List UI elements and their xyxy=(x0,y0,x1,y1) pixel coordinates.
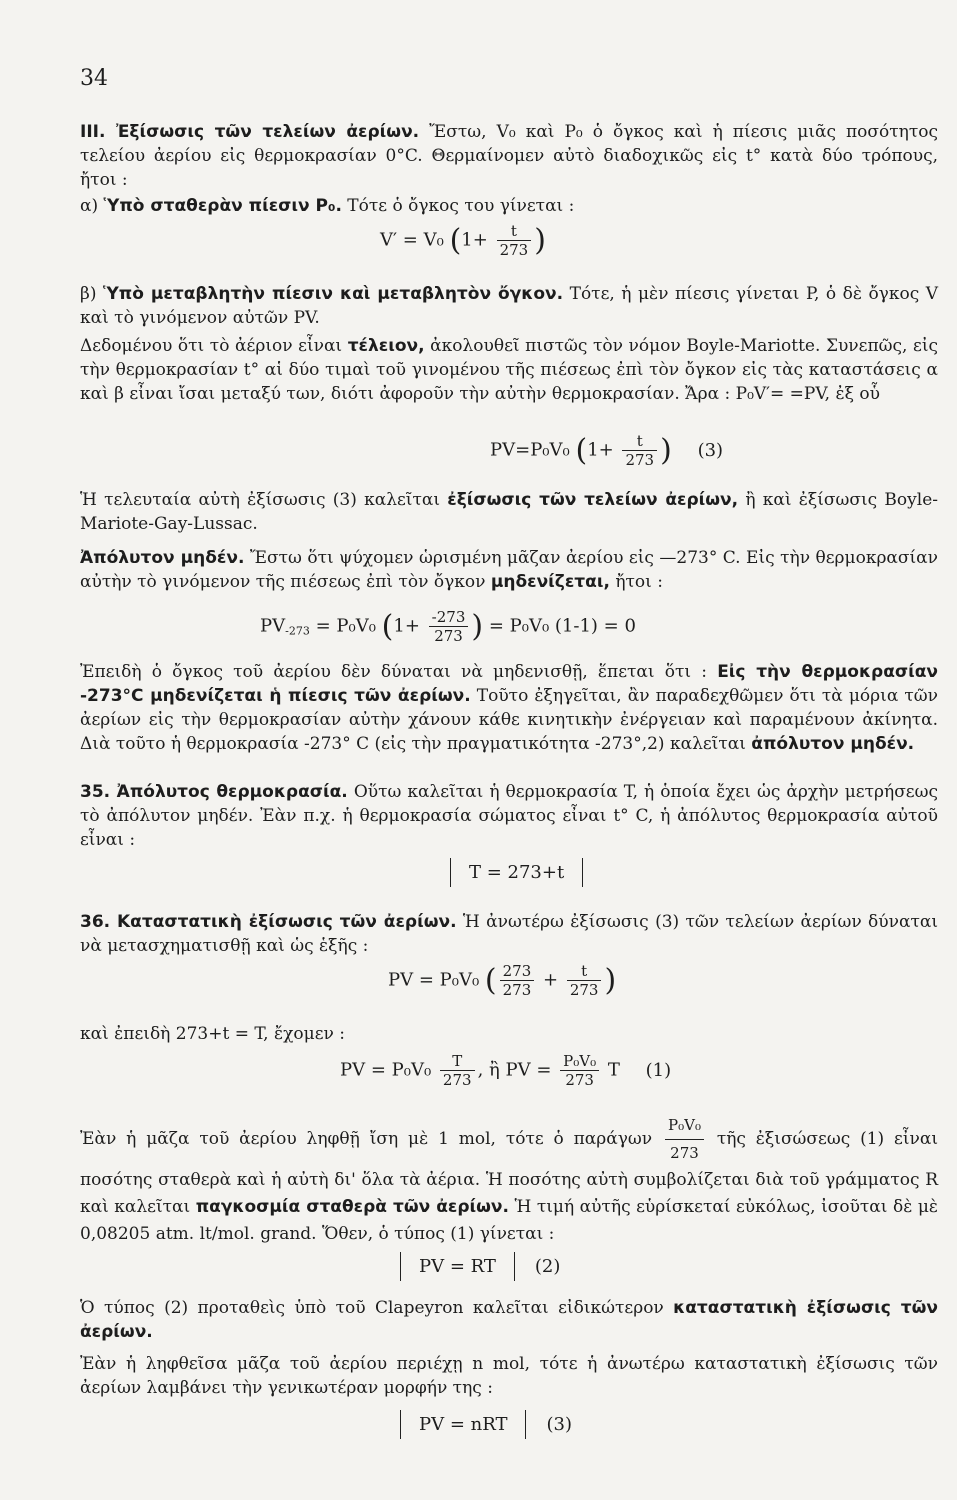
para-given: Δεδομένου ὅτι τὸ ἀέριον εἶναι τέλειον, ἀκολουθεῖ πιστῶς τὸν νόμον Boyle-Mariotte. Συνεπῶς, εἰς τὴν θερμοκρασίαν t° αἱ δύο τιμαὶ τοῦ γινομένου τῆς πιέσεως ἐπὶ τὸν ὄγκον εἰς τὰς καταστάσεις α καὶ β εἶναι ἴσαι μεταξύ των, διότι ἀφοροῦν τὴν αὐτὴν θερμοκρασίαν. Ἄρα : P₀V′= =PV, ἐξ οὗ xyxy=(80,336,938,404)
section-36-heading: 36. Καταστατικὴ ἐξίσωσις τῶν ἀερίων. xyxy=(80,912,457,932)
para-nmol: Ἐὰν ἡ ληφθεῖσα μᾶζα τοῦ ἀερίου περιέχῃ n mol, τότε ἡ ἀνωτέρω καταστατικὴ ἐξίσωσις τῶν ἀερίων λαμβάνει τὴν γενικωτέραν μορφήν της : xyxy=(80,1354,938,1398)
case-b-text: Τότε, ἡ μὲν πίεσις γίνεται P, ὁ δὲ ὄγκος V καὶ τὸ γινόμενον αὐτῶν PV. xyxy=(80,284,938,328)
page-number: 34 xyxy=(80,66,108,91)
para-clapeyron: Ὁ τύπος (2) προταθεὶς ὑπὸ τοῦ Clapeyron καλεῖται εἰδικώτερον καταστατικὴ ἐξίσωσις τῶν ἀερίων. xyxy=(80,1298,938,1342)
equation-number: (3) xyxy=(697,439,724,461)
section-36-paragraph: 36. Καταστατικὴ ἐξίσωσις τῶν ἀερίων. Ἡ ἀνωτέρω ἐξίσωσις (3) τῶν τελείων ἀερίων δύναται νὰ μετασχηματισθῇ καὶ ὡς ἑξῆς : xyxy=(80,912,938,956)
para-since: Ἐπειδὴ ὁ ὄγκος τοῦ ἀερίου δὲν δύναται νὰ μηδενισθῇ, ἕπεται ὅτι : Εἰς τὴν θερμοκρασίαν -273°C μηδενίζεται ἡ πίεσις τῶν ἀερίων. Τοῦτο ἐξηγεῖται, ἂν παραδεχθῶμεν ὅτι τὰ μόρια τῶν ἀερίων εἰς τὴν θερμοκρασίαν αὐτὴν χάνουν κάθε κινητικὴν ἐνέργειαν καὶ παραμένουν ἀκίνητα. Διὰ τοῦτο ἡ θερμοκρασία -273° C (εἰς τὴν πραγματικότητα -273°,2) καλεῖται ἀπόλυτον μηδέν. xyxy=(80,662,938,754)
case-b-title: Ὑπὸ μεταβλητὴν πίεσιν καὶ μεταβλητὸν ὄγκον. xyxy=(102,284,564,304)
absolute-zero-heading: Ἀπόλυτον μηδέν. xyxy=(80,548,245,568)
eq1-one-plus: 1+ xyxy=(461,229,488,251)
equation-pv-273: $PV_{-273} = P_0V_0$ (1+ $\frac{-273}{273}$ ) = P₀V₀ (1-1) = 0 xyxy=(260,608,636,645)
eq1-fraction: $\frac{t}{273}$ xyxy=(497,222,532,259)
absolute-zero-paragraph: Ἀπόλυτον μηδέν. Ἔστω ὅτι ψύχομεν ὡρισμένη μᾶζαν ἀερίου εἰς —273° C. Εἰς τὴν θερμοκρασίαν αὐτὴν τὸ γινόμενον τῆς πιέσεως ἐπὶ τὸν ὄγκον μηδενίζεται, ἤτοι : xyxy=(80,548,938,592)
equation-v-prime: V′ = V₀ (1+ $\frac{t}{273}$ ) xyxy=(380,222,546,259)
case-a xyxy=(80,194,938,218)
para-and-since: καὶ ἐπειδὴ 273+t = T, ἔχομεν : xyxy=(80,1024,345,1044)
section-3-paragraph xyxy=(80,120,938,192)
case-a-label: α) xyxy=(80,196,104,216)
equation-transformed: PV = P₀V₀ ( $\frac{273}{273}$ + $\frac{t}{273}$ ) xyxy=(388,962,617,999)
equation-3: PV=P₀V₀ (1+ $\frac{t}{273}$ ) (3) xyxy=(490,432,724,469)
case-b-label: β) xyxy=(80,284,103,304)
section-35-heading: 35. Ἀπόλυτος θερμοκρασία. xyxy=(80,782,348,802)
equation-2: PV = RT (2) xyxy=(400,1252,560,1281)
para-mol: Ἐὰν ἡ μᾶζα τοῦ ἀερίου ληφθῇ ἴση μὲ 1 mol, τότε ὁ παράγων $\frac{\text{P₀V₀}}{273}$ τῆς ἐξισώσεως (1) εἶναι ποσότης σταθερὰ καὶ ἡ αὐτὴ δι' ὅλα τὰ ἀέρια. Ἡ ποσότης αὐτὴ συμβολίζεται διὰ τοῦ γράμματος R καὶ καλεῖται παγκοσμία σταθερὰ τῶν ἀερίων. Ἡ τιμή αὐτῆς εὑρίσκεταί εὐκόλως, ἰσοῦται δὲ μὲ 0,08205 atm. lt/mol. grand. Ὅθεν, ὁ τύπος (1) γίνεται : xyxy=(80,1116,938,1244)
section-35-paragraph: 35. Ἀπόλυτος θερμοκρασία. Οὕτω καλεῖται ἡ θερμοκρασία T, ἡ ὁποία ἔχει ὡς ἀρχὴν μετρήσεως τὸ ἀπόλυτον μηδέν. Ἐὰν π.χ. ἡ θερμοκρασία σώματος εἶναι t° C, ἡ ἀπόλυτος θερμοκρασία αὐτοῦ εἶναι : xyxy=(80,782,938,850)
case-b xyxy=(80,282,938,330)
equation-1: PV = P₀V₀ $\frac{T}{273}$ , ἢ PV = $\frac{\text{P₀V₀}}{273}$ T (1) xyxy=(340,1052,672,1089)
eq1-lhs: V′ = V₀ xyxy=(380,229,444,251)
case-a-title: Ὑπὸ σταθερὰν πίεσιν P₀. xyxy=(103,196,342,216)
section-3-text: Ἔστω, V₀ καὶ P₀ ὁ ὄγκος καὶ ἡ πίεσις μιᾶς ποσότητος τελείου ἀερίου εἰς θερμοκρασίαν 0°C. Θερμαίνομεν αὐτὸ διαδοχικῶς εἰς t° κατὰ δύο τρόπους, ἤτοι : xyxy=(80,122,938,190)
equation-absolute-temp: T = 273+t xyxy=(450,858,583,887)
case-a-text: Τότε ὁ ὄγκος του γίνεται : xyxy=(341,196,575,216)
bold-perfect: τέλειον, xyxy=(347,336,425,356)
para-last-equation: Ἡ τελευταία αὐτὴ ἐξίσωσις (3) καλεῖται ἐξίσωσις τῶν τελείων ἀερίων, ἢ καὶ ἐξίσωσις Boyle-Mariote-Gay-Lussac. xyxy=(80,490,938,534)
section-3-heading: ΙΙΙ. Ἐξίσωσις τῶν τελείων ἀερίων. xyxy=(80,122,420,142)
equation-3-general: PV = nRT (3) xyxy=(400,1410,572,1439)
